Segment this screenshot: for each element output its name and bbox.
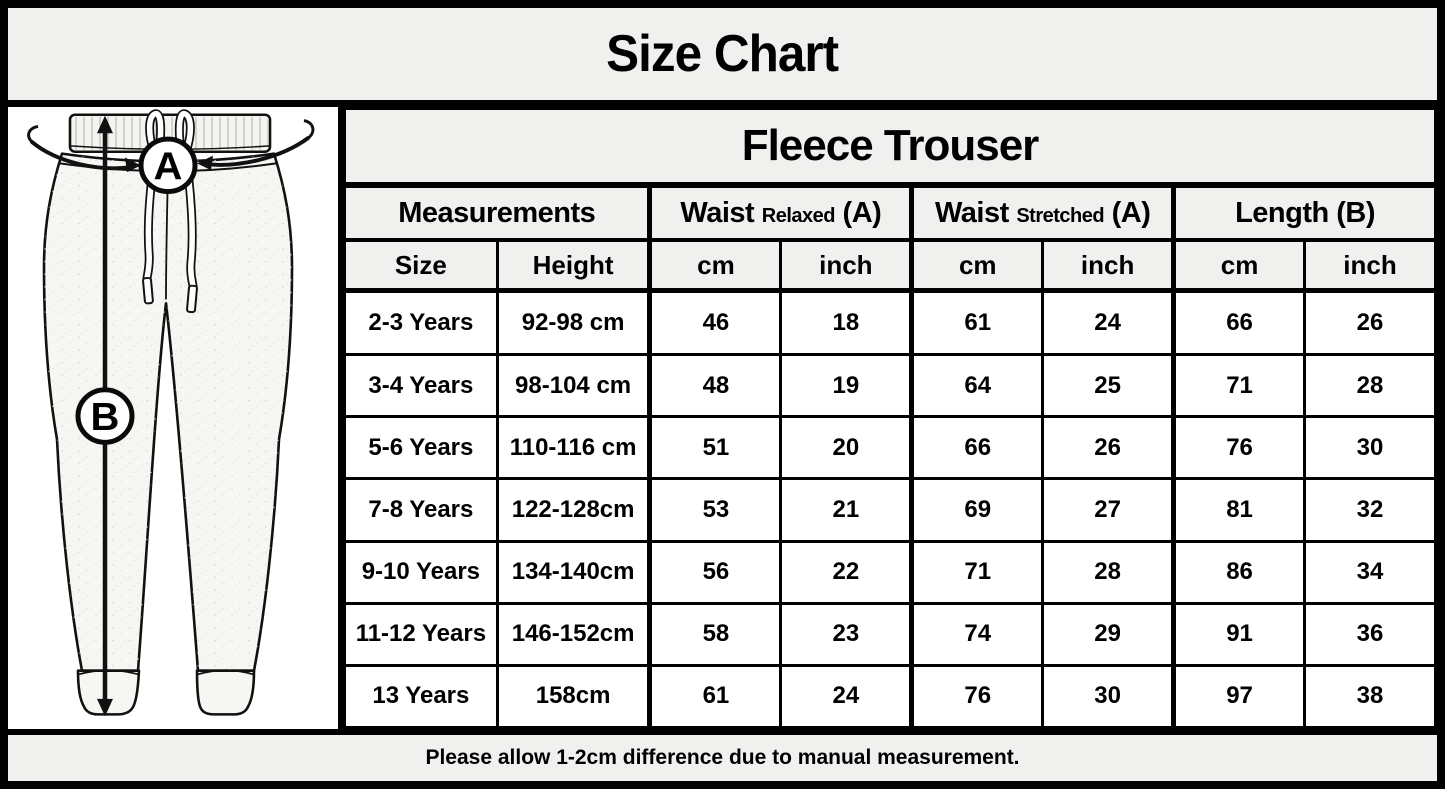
col-header-length-inch: inch xyxy=(1305,240,1436,291)
cell-waist-relaxed-cm: 46 xyxy=(650,291,781,355)
product-name: Fleece Trouser xyxy=(345,109,1436,186)
cell-height: 146-152cm xyxy=(497,603,650,665)
waist-marker-a-label: A xyxy=(153,144,183,189)
table-row xyxy=(345,541,1436,603)
cell-length-inch: 32 xyxy=(1305,479,1436,541)
size-table-section xyxy=(343,107,1437,729)
size-table xyxy=(343,107,1437,729)
table-row xyxy=(345,355,1436,417)
cell-waist-stretched-cm: 64 xyxy=(912,355,1043,417)
cell-size: 3-4 Years xyxy=(345,355,498,417)
cell-height: 158cm xyxy=(497,665,650,727)
cell-height: 110-116 cm xyxy=(497,417,650,479)
cell-waist-stretched-cm: 71 xyxy=(912,541,1043,603)
cell-length-cm: 97 xyxy=(1174,665,1305,727)
length-marker-b-label: B xyxy=(90,395,120,439)
cell-size: 9-10 Years xyxy=(345,541,498,603)
table-row xyxy=(345,665,1436,727)
col-header-waist-stretched-cm: cm xyxy=(912,240,1043,291)
cell-waist-relaxed-inch: 24 xyxy=(781,665,912,727)
cell-length-inch: 38 xyxy=(1305,665,1436,727)
col-header-waist-relaxed-inch: inch xyxy=(781,240,912,291)
trouser-illustration xyxy=(8,107,338,729)
cell-height: 98-104 cm xyxy=(497,355,650,417)
group-header-waist-stretched: Waist Stretched (A) xyxy=(912,185,1174,240)
cell-waist-relaxed-cm: 53 xyxy=(650,479,781,541)
footer-note: Please allow 1-2cm difference due to manual measurement. xyxy=(425,746,1020,769)
group-header-waist-relaxed: Waist Relaxed (A) xyxy=(650,185,912,240)
cell-length-inch: 36 xyxy=(1305,603,1436,665)
page-title: Size Chart xyxy=(606,25,839,83)
cell-length-inch: 28 xyxy=(1305,355,1436,417)
cell-size: 7-8 Years xyxy=(345,479,498,541)
cell-waist-relaxed-cm: 48 xyxy=(650,355,781,417)
table-row xyxy=(345,603,1436,665)
cell-waist-relaxed-cm: 56 xyxy=(650,541,781,603)
cell-length-cm: 86 xyxy=(1174,541,1305,603)
cell-length-inch: 26 xyxy=(1305,291,1436,355)
cell-waist-stretched-inch: 30 xyxy=(1043,665,1174,727)
length-marker-b xyxy=(78,390,132,442)
col-header-waist-stretched-inch: inch xyxy=(1043,240,1174,291)
table-row xyxy=(345,479,1436,541)
col-header-size: Size xyxy=(345,240,498,291)
cell-waist-stretched-cm: 61 xyxy=(912,291,1043,355)
footer-note-bar xyxy=(8,729,1437,781)
cell-length-inch: 30 xyxy=(1305,417,1436,479)
table-row xyxy=(345,417,1436,479)
col-header-height: Height xyxy=(497,240,650,291)
cell-length-cm: 81 xyxy=(1174,479,1305,541)
cell-height: 92-98 cm xyxy=(497,291,650,355)
cell-waist-relaxed-cm: 58 xyxy=(650,603,781,665)
cell-waist-relaxed-inch: 22 xyxy=(781,541,912,603)
group-header-measurements: Measurements xyxy=(345,185,650,240)
col-header-waist-relaxed-cm: cm xyxy=(650,240,781,291)
cell-waist-relaxed-cm: 61 xyxy=(650,665,781,727)
cell-size: 2-3 Years xyxy=(345,291,498,355)
trouser-diagram-panel xyxy=(8,107,343,729)
cell-waist-stretched-cm: 66 xyxy=(912,417,1043,479)
group-header-length: Length (B) xyxy=(1174,185,1436,240)
cell-waist-stretched-inch: 29 xyxy=(1043,603,1174,665)
cell-waist-relaxed-inch: 21 xyxy=(781,479,912,541)
cell-waist-stretched-inch: 27 xyxy=(1043,479,1174,541)
cell-height: 122-128cm xyxy=(497,479,650,541)
cell-length-cm: 71 xyxy=(1174,355,1305,417)
cell-size: 5-6 Years xyxy=(345,417,498,479)
cell-waist-stretched-cm: 69 xyxy=(912,479,1043,541)
cell-waist-stretched-inch: 26 xyxy=(1043,417,1174,479)
cell-waist-relaxed-inch: 23 xyxy=(781,603,912,665)
col-header-length-cm: cm xyxy=(1174,240,1305,291)
cell-waist-stretched-cm: 76 xyxy=(912,665,1043,727)
cell-waist-stretched-cm: 74 xyxy=(912,603,1043,665)
main-area xyxy=(8,107,1437,729)
cell-waist-relaxed-inch: 18 xyxy=(781,291,912,355)
cell-length-cm: 91 xyxy=(1174,603,1305,665)
cell-size: 13 Years xyxy=(345,665,498,727)
cell-length-cm: 76 xyxy=(1174,417,1305,479)
cell-waist-relaxed-cm: 51 xyxy=(650,417,781,479)
cell-waist-relaxed-inch: 19 xyxy=(781,355,912,417)
cell-waist-stretched-inch: 24 xyxy=(1043,291,1174,355)
cell-size: 11-12 Years xyxy=(345,603,498,665)
waist-marker-a xyxy=(141,139,195,191)
cell-height: 134-140cm xyxy=(497,541,650,603)
cell-waist-relaxed-inch: 20 xyxy=(781,417,912,479)
title-bar xyxy=(8,8,1437,107)
cell-length-inch: 34 xyxy=(1305,541,1436,603)
cell-waist-stretched-inch: 28 xyxy=(1043,541,1174,603)
cell-length-cm: 66 xyxy=(1174,291,1305,355)
cell-waist-stretched-inch: 25 xyxy=(1043,355,1174,417)
table-row xyxy=(345,291,1436,355)
